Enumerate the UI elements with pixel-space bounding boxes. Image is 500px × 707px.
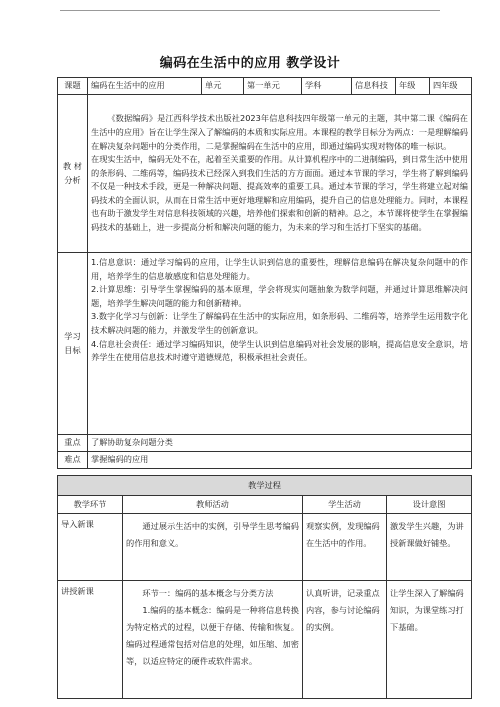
grade-value: 四年级 — [430, 78, 472, 95]
difficulty-label: 难点 — [58, 452, 88, 469]
teacher-activity-cell — [123, 514, 303, 581]
student-activity-cell: 观察实例，发现编码在生活中的作用。 — [303, 514, 387, 581]
student-activity-cell: 认真听讲，记录重点内容，参与讨论编码的实例。 — [303, 581, 387, 699]
process-row-new-lesson — [58, 581, 472, 699]
course-label: 课题 — [58, 78, 88, 95]
lesson-info-table — [57, 77, 472, 469]
teacher-activity-cell — [123, 581, 303, 699]
objective-item: 2.计算思维：引导学生掌握编码的基本原理，学会将现实问题抽象为数学问题，并通过计算思维解决问题，培养学生解决问题的能力和创新精神。 — [91, 284, 468, 308]
column-header-stage: 教学环节 — [58, 496, 123, 514]
analysis-content — [88, 95, 472, 253]
difficulty-value: 掌握编码的应用 — [88, 452, 472, 469]
design-intent-cell: 让学生深入了解编码知识，为课堂练习打下基础。 — [387, 581, 472, 699]
process-columns-row — [58, 496, 472, 514]
header-rule — [60, 10, 440, 11]
grade-label: 年级 — [396, 78, 430, 95]
objective-item: 3.数字化学习与创新：让学生了解编码在生活中的实际应用，如条形码、二维码等，培养学生运用数字化技术解决问题的能力，并激发学生的创新意识。 — [91, 311, 468, 335]
teacher-activity-text: 环节一：编码的基本概念与分类方法 — [142, 588, 274, 598]
teacher-activity-text: 1.编码的基本概念：编码是一种将信息转换为特定格式的过程，以便于存储、传输和恢复。编码过程通常包括对信息的处理，如压缩、加密等，以适应特定的硬件或软件需求。 — [126, 605, 299, 666]
objective-item: 4.信息社会责任：通过学习编码知识，使学生认识到信息编码对社会发展的影响，提高信息安全意识，培养学生在使用信息技术时遵守道德规范，积极承担社会责任。 — [91, 338, 468, 363]
analysis-row — [58, 95, 472, 253]
page-title: 编码在生活中的应用 教学设计 — [159, 56, 341, 71]
key-point-label: 重点 — [58, 435, 88, 452]
stage-cell: 导入新课 — [58, 514, 123, 581]
subject-value: 信息科技 — [352, 78, 396, 95]
info-row — [58, 78, 472, 95]
unit-value: 第一单元 — [244, 78, 302, 95]
process-row-intro — [58, 514, 472, 581]
design-intent-cell: 激发学生兴趣，为讲授新课做好铺垫。 — [387, 514, 472, 581]
analysis-paragraph: 《数据编码》是江西科学技术出版社2023年信息科技四年级第一单元的主题，其中第二课《编码在生活中的应用》旨在让学生深入了解编码的本质和实际应用。本课程的教学目标分为两点：一是理解编码在解决复杂问题中的分类作用，二是掌握编码在生活中的应用，即通过编码实现对物体的唯一标识。 — [91, 113, 468, 151]
column-header-student: 学生活动 — [303, 496, 387, 514]
column-header-teacher: 教师活动 — [123, 496, 303, 514]
course-value: 编码在生活中的应用 — [88, 78, 202, 95]
teacher-activity-text: 通过展示生活中的实例，引导学生思考编码的作用和意义。 — [126, 521, 299, 548]
objectives-label: 学习 目标 — [58, 253, 88, 435]
objectives-row — [58, 253, 472, 435]
analysis-paragraph: 在现实生活中，编码无处不在，起着至关重要的作用。从计算机程序中的二进制编码，到日常生活中使用的条形码、二维码等，编码技术已经深入到我们生活的方方面面。通过本节课的学习，学生将了解到编码不仅是一种技术手段，更是一种解决问题、提高效率的重要工具。通过本节课的学习，学生将建立起对编码技术的全面认识，从而在日常生活中更好地理解和应用编码，提升自己的信息处理能力。同时，本课程也有助于激发学生对信息科技领域的兴趣，培养他们探索和创新的精神。总之，本节课将使学生在掌握编码技术的基础上，进一步提高分析和解决问题的能力，为未来的学习和生活打下坚实的基础。 — [91, 154, 468, 233]
objective-item: 1.信息意识：通过学习编码的应用，让学生认识到信息的重要性，理解信息编码在解决复杂问题中的作用，培养学生的信息敏感度和信息处理能力。 — [91, 257, 468, 281]
stage-cell: 讲授新课 — [58, 581, 123, 699]
subject-label: 学科 — [302, 78, 352, 95]
objectives-content — [88, 253, 472, 435]
difficulty-row — [58, 452, 472, 469]
analysis-label: 教 材 分析 — [58, 95, 88, 253]
column-header-intent: 设计意图 — [387, 496, 472, 514]
teaching-process-table — [57, 475, 472, 699]
process-heading-row — [58, 476, 472, 496]
unit-label: 单元 — [202, 78, 244, 95]
process-heading: 教学过程 — [58, 476, 472, 496]
key-point-row — [58, 435, 472, 452]
key-point-value: 了解协助复杂问题分类 — [88, 435, 472, 452]
